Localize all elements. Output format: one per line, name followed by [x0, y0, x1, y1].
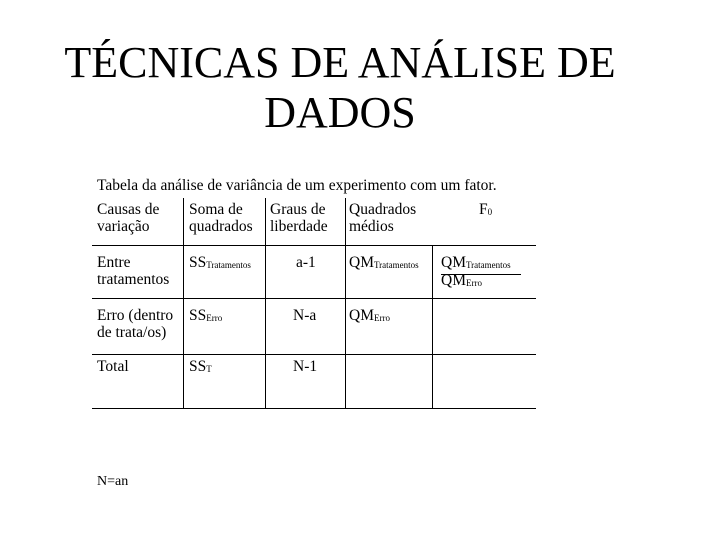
footnote: N=an	[97, 474, 129, 489]
row-total-df: N-1	[293, 358, 318, 375]
row-total-cause: Total	[97, 358, 129, 375]
table-divider-col-2	[265, 198, 266, 408]
row-between-treatments-f-numerator: $QM_{Tratamentos}$	[441, 254, 521, 275]
table-divider-col-3	[345, 198, 346, 408]
table-row-rule-2	[92, 354, 536, 355]
row-between-treatments-cause: Entre tratamentos	[97, 254, 170, 288]
table-bottom-rule	[92, 408, 536, 409]
row-error-qm: $QM_{Erro}$	[349, 307, 390, 324]
table-divider-col-1	[183, 198, 184, 408]
header-mean-squares: Quadrados médios	[349, 201, 417, 235]
table-caption: Tabela da análise de variância de um experimento com um fator.	[97, 177, 497, 194]
row-total-ss: $SS_T$	[189, 358, 212, 375]
header-causes: Causas de variação	[97, 201, 160, 235]
table-header-rule	[92, 245, 536, 246]
row-error-cause: Erro (dentro de trata/os)	[97, 307, 174, 341]
row-error-df: N-a	[293, 307, 317, 324]
row-between-treatments-ss: $SS_{Tratamentos}$	[189, 254, 251, 271]
slide-title-line-1: TÉCNICAS DE ANÁLISE DE	[64, 38, 616, 87]
table-row-rule-1	[92, 298, 536, 299]
row-error-ss: $SS_{Erro}$	[189, 307, 223, 324]
header-degrees-of-freedom: Graus de liberdade	[270, 201, 328, 235]
row-between-treatments-df: a-1	[296, 254, 316, 271]
table-divider-col-4	[432, 245, 433, 408]
slide-title-line-2: DADOS	[264, 88, 416, 137]
row-between-treatments-f-denominator: $QM_{Erro}$	[441, 272, 482, 289]
row-between-treatments-qm: $QM_{Tratamentos}$	[349, 254, 419, 271]
header-sum-of-squares: Soma de quadrados	[189, 201, 253, 235]
slide-title	[40, 38, 640, 138]
header-f-statistic: $F_0$	[479, 201, 493, 218]
